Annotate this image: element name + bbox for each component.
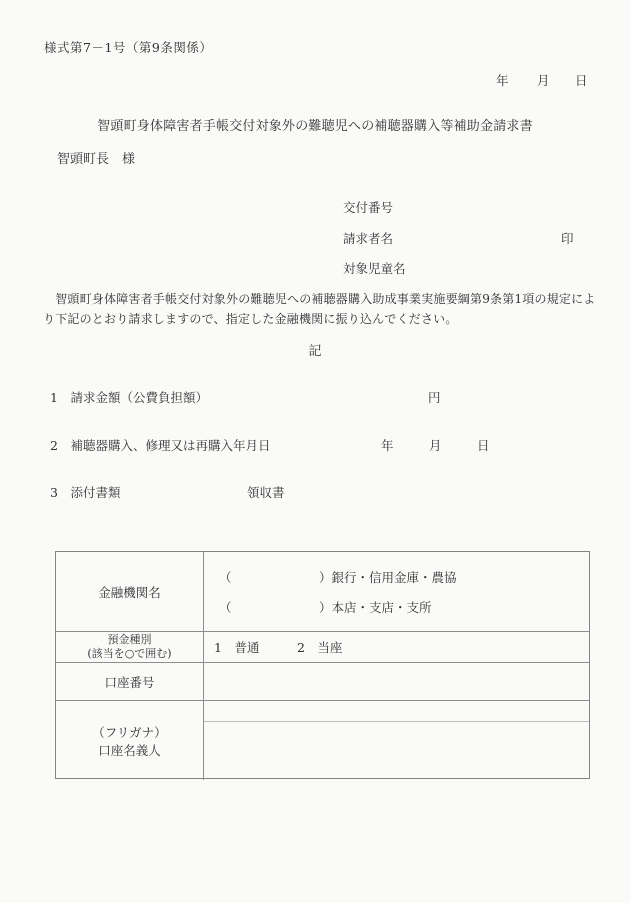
item-claim-amount-label: 1 請求金額（公費負担額） <box>50 390 208 405</box>
deposit-type-header-line2: (該当を○で囲む) <box>87 647 172 660</box>
account-holder-furigana-label: （フリガナ） <box>92 724 167 740</box>
institution-value-cell <box>204 552 589 632</box>
ki-heading: 記 <box>308 344 322 359</box>
purchase-year-label: 年 <box>381 438 394 453</box>
institution-header-label: 金融機関名 <box>98 584 161 600</box>
child-name-label: 対象児童名 <box>343 261 406 276</box>
account-number-header-cell <box>56 663 204 701</box>
account-holder-value-cell <box>204 701 589 780</box>
claimant-name-label: 請求者名 <box>343 231 394 246</box>
item-purchase-date-label: 2 補聴器購入、修理又は再購入年月日 <box>50 438 271 453</box>
deposit-type-header-line1: 預金種別 <box>107 633 152 646</box>
item-attachments-label: 3 添付書類 <box>50 485 121 500</box>
addressee: 智頭町長 様 <box>57 152 136 167</box>
branch-name-line: （ ）本店・支店・支所 <box>219 599 432 615</box>
date-day-label: 日 <box>575 73 588 88</box>
issue-number-label: 交付番号 <box>343 200 394 215</box>
purchase-month-label: 月 <box>429 438 442 453</box>
account-holder-header-cell <box>56 701 204 780</box>
date-month-label: 月 <box>537 73 550 88</box>
bank-name-line: （ ）銀行・信用金庫・農協 <box>219 569 457 585</box>
deposit-type-options-cell <box>204 632 589 663</box>
bank-account-table <box>55 551 590 779</box>
page-title: 智頭町身体障害者手帳交付対象外の難聴児への補聴器購入等補助金請求書 <box>97 119 533 134</box>
account-number-header-label: 口座番号 <box>104 674 155 690</box>
account-holder-header-label: 口座名義人 <box>98 742 161 758</box>
request-paragraph <box>43 290 603 329</box>
paragraph-line-1: 智頭町身体障害者手帳交付対象外の難聴児への補聴器購入助成事業実施要綱第9条第1項の規定によ <box>43 292 596 306</box>
institution-header-cell <box>56 552 204 632</box>
date-year-label: 年 <box>496 73 509 88</box>
yen-unit-label: 円 <box>428 390 441 405</box>
seal-mark: 印 <box>561 231 574 246</box>
account-number-value-cell <box>204 663 589 701</box>
account-name-entry-area <box>204 722 589 780</box>
form-number: 様式第7－1号（第9条関係） <box>44 40 213 55</box>
deposit-type-header-cell <box>56 632 204 663</box>
attachment-value: 領収書 <box>247 485 285 500</box>
furigana-entry-area <box>204 701 589 722</box>
paragraph-line-2: り下記のとおり請求しますので、指定した金融機関に振り込んでください。 <box>43 311 458 326</box>
purchase-day-label: 日 <box>477 438 490 453</box>
deposit-type-options: 1 普通 2 当座 <box>214 640 343 655</box>
